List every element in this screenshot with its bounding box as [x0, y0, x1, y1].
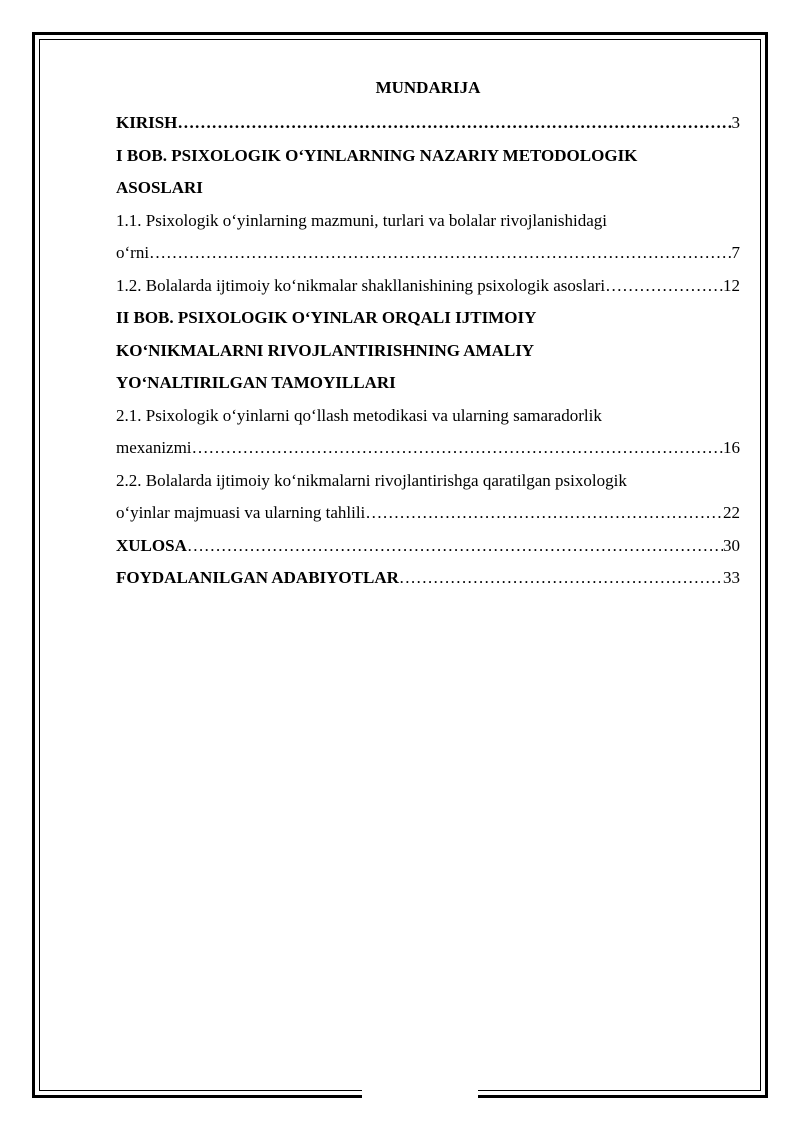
- toc-page-number: 22: [723, 503, 740, 522]
- toc-entry-1-2[interactable]: [116, 270, 740, 303]
- dot-leader: [365, 497, 723, 530]
- chapter-heading-2-line-3[interactable]: YO‘NALTIRILGAN TAMOYILLARI: [116, 373, 396, 392]
- toc-page-number: 33: [723, 568, 740, 587]
- toc-entry-label: KIRISH: [116, 113, 178, 132]
- table-of-contents: [116, 76, 740, 595]
- toc-entry-2-1-line-1[interactable]: 2.1. Psixologik o‘yinlarni qo‘llash metodikasi va ularning samaradorlik: [116, 405, 602, 425]
- toc-entry-references[interactable]: [116, 562, 740, 595]
- toc-page-number: 7: [731, 243, 740, 262]
- dot-leader: [187, 530, 723, 563]
- toc-entry-label: 1.2. Bolalarda ijtimoiy ko‘nikmalar shakllanishining psixologik asoslari: [116, 275, 606, 295]
- dot-leader: [605, 270, 723, 303]
- chapter-heading-2-line-1[interactable]: II BOB. PSIXOLOGIK O‘YINLAR ORQALI IJTIMOIY: [116, 308, 537, 327]
- dot-leader: [177, 107, 731, 140]
- frame-bottom-right: [478, 1095, 768, 1098]
- toc-entry-2-2[interactable]: [116, 497, 740, 530]
- toc-title: MUNDARIJA: [375, 78, 481, 97]
- toc-entry-xulosa[interactable]: [116, 530, 740, 563]
- toc-page-number: 3: [731, 113, 740, 132]
- toc-page-number: 16: [723, 438, 740, 457]
- toc-entry-2-2-line-1[interactable]: 2.2. Bolalarda ijtimoiy ko‘nikmalarni rivojlantirishga qaratilgan psixologik: [116, 470, 627, 490]
- toc-entry-1-1-line-1[interactable]: 1.1. Psixologik o‘yinlarning mazmuni, turlari va bolalar rivojlanishidagi: [116, 210, 608, 230]
- dot-leader: [192, 432, 723, 465]
- frame-bottom-left: [32, 1095, 362, 1098]
- frame-bottom-left-inner: [39, 1090, 362, 1091]
- chapter-heading-1-line-2[interactable]: ASOSLARI: [116, 178, 203, 197]
- toc-entry-1-1[interactable]: [116, 237, 740, 270]
- dot-leader: [399, 562, 723, 595]
- toc-entry-label: FOYDALANILGAN ADABIYOTLAR: [116, 568, 399, 587]
- toc-entry-label: XULOSA: [116, 535, 187, 555]
- frame-bottom-right-inner: [478, 1090, 761, 1091]
- chapter-heading-1-line-1[interactable]: I BOB. PSIXOLOGIK O‘YINLARNING NAZARIY METODOLOGIK: [116, 145, 638, 165]
- toc-entry-label: mexanizmi: [116, 438, 192, 457]
- dot-leader: [149, 237, 731, 270]
- chapter-heading-2-line-2[interactable]: KO‘NIKMALARNI RIVOJLANTIRISHNING AMALIY: [116, 340, 535, 360]
- toc-entry-label: o‘yinlar majmuasi va ularning tahlili: [116, 503, 366, 522]
- toc-page-number: 12: [723, 275, 740, 295]
- toc-page-number: 30: [723, 535, 740, 555]
- toc-entry-label: o‘rni: [116, 243, 150, 262]
- toc-entry-kirish[interactable]: [116, 107, 740, 140]
- toc-entry-2-1[interactable]: [116, 432, 740, 465]
